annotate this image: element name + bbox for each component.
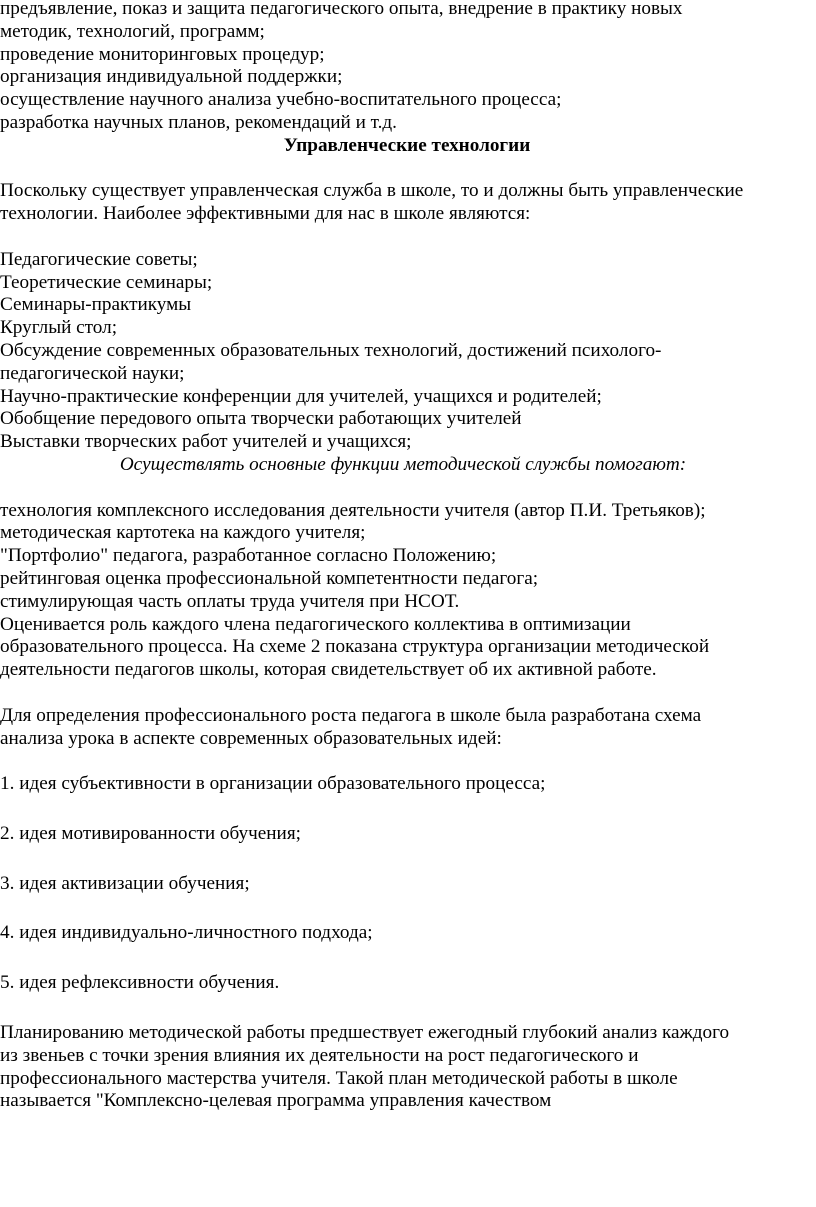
list-item: Выставки творческих работ учителей и учащихся; <box>0 431 412 453</box>
list-item: разработка научных планов, рекомендаций и т.д. <box>0 111 397 133</box>
list-item: осуществление научного анализа учебно-воспитательного процесса; <box>0 89 562 111</box>
list-item: Семинары-практикумы <box>0 294 192 316</box>
list-item: методическая картотека на каждого учителя; <box>0 522 366 544</box>
management-intro-paragraph <box>0 180 816 226</box>
list-item: Круглый стол; <box>0 317 118 339</box>
idea-item: 2. идея мотивированности обучения; <box>0 822 301 844</box>
paragraph-line: деятельности педагогов школы, которая свидетельствует об их активной работе. <box>0 659 657 681</box>
spacer <box>0 796 816 823</box>
idea-item: 3. идея активизации обучения; <box>0 872 250 894</box>
analysis-intro-paragraph <box>0 705 816 751</box>
paragraph-line: технологии. Наиболее эффективными для нас в школе являются: <box>0 203 531 225</box>
list-item: "Портфолио" педагога, разработанное согласно Положению; <box>0 545 497 567</box>
section-heading: Управленческие технологии <box>283 134 531 156</box>
paragraph-line: из звеньев с точки зрения влияния их деятельности на рост педагогического и <box>0 1044 639 1066</box>
idea-item: 5. идея рефлексивности обучения. <box>0 972 280 994</box>
paragraph-line: анализа урока в аспекте современных образовательных идей: <box>0 727 502 749</box>
spacer <box>0 226 816 249</box>
list-item: стимулирующая часть оплаты труда учителя при НСОТ. <box>0 590 460 612</box>
functions-list <box>0 500 816 682</box>
paragraph-line: образовательного процесса. На схеме 2 показана структура организации методической <box>0 636 710 658</box>
list-item: рейтинговая оценка профессиональной компетентности педагога; <box>0 567 539 589</box>
technologies-list <box>0 249 816 454</box>
spacer <box>0 995 816 1022</box>
spacer <box>0 682 816 705</box>
list-item: организация индивидуальной поддержки; <box>0 66 343 88</box>
list-item: методик, технологий, программ; <box>0 20 265 42</box>
list-item: Обсуждение современных образовательных технологий, достижений психолого- <box>0 339 662 361</box>
ideas-list <box>0 773 816 1022</box>
list-item: Теоретические семинары; <box>0 271 213 293</box>
list-item: Педагогические советы; <box>0 248 198 270</box>
functions-heading: Осуществлять основные функции методической службы помогают: <box>119 453 687 475</box>
spacer <box>0 477 816 500</box>
list-item: предъявление, показ и защита педагогического опыта, внедрение в практику новых <box>0 0 683 19</box>
paragraph-line: профессионального мастерства учителя. Такой план методической работы в школе <box>0 1067 678 1089</box>
list-item: проведение мониторинговых процедур; <box>0 43 325 65</box>
spacer <box>0 945 816 972</box>
intro-list <box>0 0 816 135</box>
paragraph-line: Поскольку существует управленческая служба в школе, то и должны быть управленческие <box>0 180 744 202</box>
spacer <box>0 750 816 773</box>
spacer <box>0 158 816 181</box>
list-item: Научно-практические конференции для учителей, учащихся и родителей; <box>0 385 602 407</box>
paragraph-line: называется "Комплексно-целевая программа управления качеством <box>0 1090 552 1112</box>
paragraph-line: Планированию методической работы предшествует ежегодный глубокий анализ каждого <box>0 1022 730 1044</box>
list-item: педагогической науки; <box>0 362 185 384</box>
spacer <box>0 895 816 922</box>
paragraph-line: Оценивается роль каждого члена педагогического коллектива в оптимизации <box>0 613 631 635</box>
idea-item: 1. идея субъективности в организации образовательного процесса; <box>0 773 546 795</box>
spacer <box>0 846 816 873</box>
idea-item: 4. идея индивидуально-личностного подхода; <box>0 922 373 944</box>
list-item: технология комплексного исследования деятельности учителя (автор П.И. Третьяков); <box>0 499 706 521</box>
planning-paragraph <box>0 1022 816 1113</box>
list-item: Обобщение передового опыта творчески работающих учителей <box>0 408 522 430</box>
paragraph-line: Для определения профессионального роста педагога в школе была разработана схема <box>0 704 702 726</box>
